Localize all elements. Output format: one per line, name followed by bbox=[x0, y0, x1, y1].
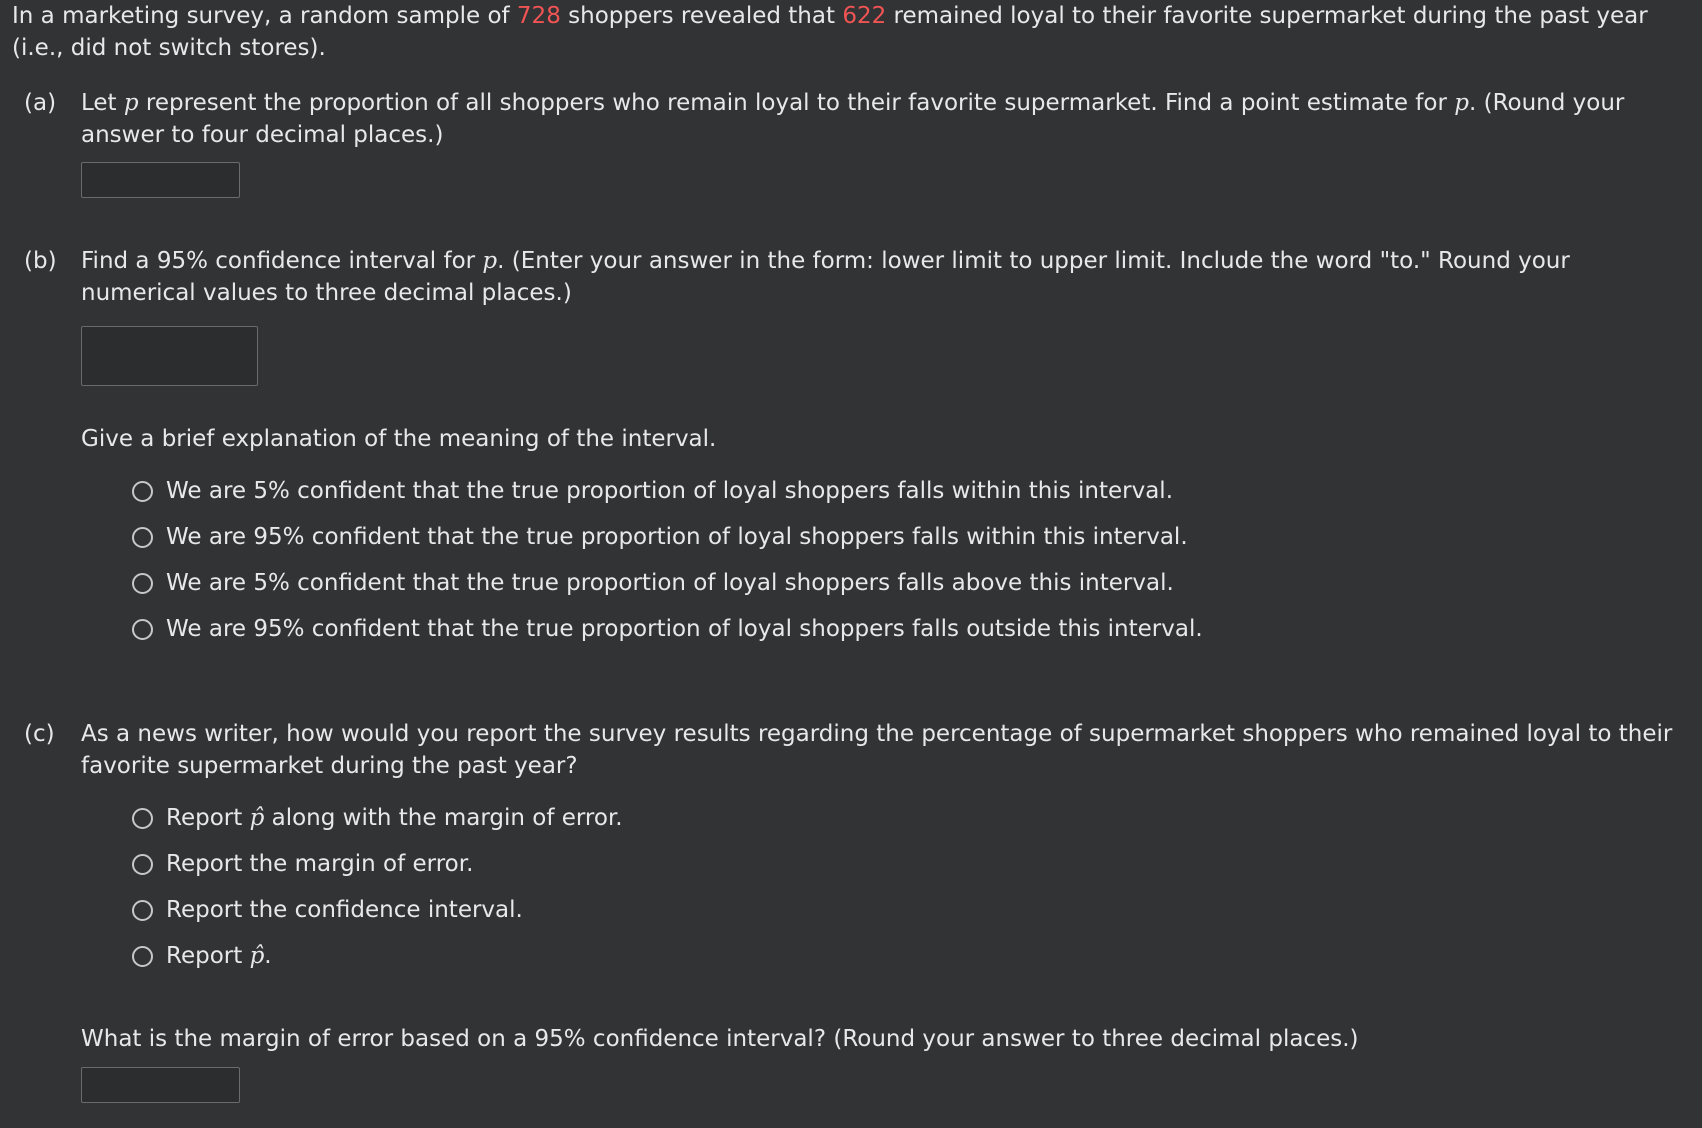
radio-button[interactable] bbox=[132, 573, 153, 594]
report-option-1[interactable] bbox=[132, 802, 623, 834]
option-label: We are 5% confident that the true proportion of loyal shoppers falls above this interval. bbox=[166, 570, 1174, 596]
option-label: Report the confidence interval. bbox=[166, 897, 523, 923]
option-label: Report p̂. bbox=[166, 943, 272, 969]
part-b-question: Find a 95% confidence interval for p. (Enter your answer in the form: lower limit to upper limit. Include the word "to." Round your numerical values to three decimal places.) bbox=[81, 248, 1570, 306]
report-option-2[interactable] bbox=[132, 848, 473, 880]
interval-option-1[interactable] bbox=[132, 475, 1173, 507]
part-c-label: (c) bbox=[24, 721, 55, 747]
option-label: We are 95% confident that the true proportion of loyal shoppers falls within this interval. bbox=[166, 524, 1188, 550]
intro-line-1 bbox=[12, 0, 1672, 32]
report-option-3[interactable] bbox=[132, 894, 523, 926]
option-label: Report p̂ along with the margin of error. bbox=[166, 805, 623, 831]
intro-text: remained loyal to their favorite supermarket during the past year bbox=[886, 3, 1648, 29]
radio-button[interactable] bbox=[132, 527, 153, 548]
intro-text: shoppers revealed that bbox=[560, 3, 843, 29]
intro-line-2: (i.e., did not switch stores). bbox=[12, 35, 326, 61]
interval-option-3[interactable] bbox=[132, 567, 1174, 599]
option-label: We are 95% confident that the true proportion of loyal shoppers falls outside this interval. bbox=[166, 616, 1203, 642]
interval-option-2[interactable] bbox=[132, 521, 1188, 553]
radio-button[interactable] bbox=[132, 481, 153, 502]
interval-explanation-prompt: Give a brief explanation of the meaning of the interval. bbox=[81, 426, 717, 452]
option-label: We are 5% confident that the true proportion of loyal shoppers falls within this interval. bbox=[166, 478, 1174, 504]
part-a-question: Let p represent the proportion of all shoppers who remain loyal to their favorite supermarket. Find a point estimate for p. (Round your answer to four decimal places.) bbox=[81, 90, 1625, 148]
point-estimate-input[interactable] bbox=[81, 162, 240, 198]
option-label: Report the margin of error. bbox=[166, 851, 474, 877]
margin-of-error-prompt: What is the margin of error based on a 95% confidence interval? (Round your answer to three decimal places.) bbox=[81, 1026, 1359, 1052]
margin-of-error-input[interactable] bbox=[81, 1067, 240, 1103]
interval-option-4[interactable] bbox=[132, 613, 1203, 645]
part-c-question: As a news writer, how would you report the survey results regarding the percentage of supermarket shoppers who remained loyal to their favorite supermarket during the past year? bbox=[81, 721, 1673, 779]
sample-size-value: 728 bbox=[516, 3, 561, 29]
radio-button[interactable] bbox=[132, 900, 153, 921]
radio-button[interactable] bbox=[132, 854, 153, 875]
part-a-label: (a) bbox=[24, 90, 57, 116]
radio-button[interactable] bbox=[132, 619, 153, 640]
radio-button[interactable] bbox=[132, 946, 153, 967]
radio-button[interactable] bbox=[132, 808, 153, 829]
problem-intro bbox=[12, 0, 1672, 64]
intro-text: In a marketing survey, a random sample of bbox=[12, 3, 517, 29]
confidence-interval-input[interactable] bbox=[81, 326, 258, 386]
part-b-label: (b) bbox=[24, 248, 57, 274]
loyal-count-value: 622 bbox=[842, 3, 887, 29]
report-option-4[interactable] bbox=[132, 940, 272, 972]
